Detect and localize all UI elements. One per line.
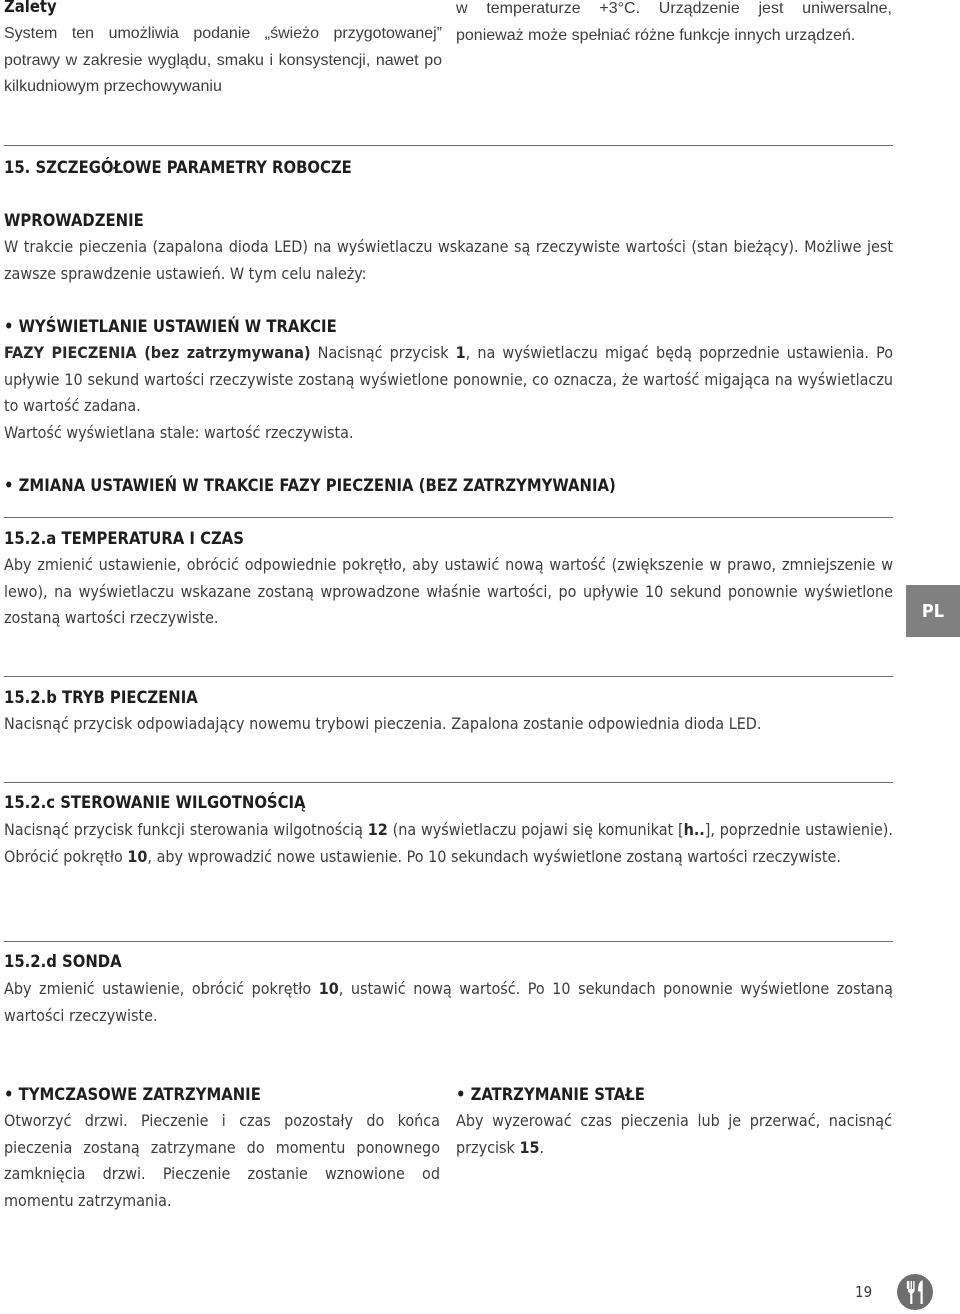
knob-10: 10 <box>318 979 339 998</box>
intro-right-text: w temperaturze +3°C. Urządzenie jest uniwersalne, ponieważ może spełniać różne funkcje innych urządzeń. <box>456 0 892 44</box>
message-h: h.. <box>683 820 705 839</box>
language-tab: PL <box>906 585 960 637</box>
stop-heading: • ZATRZYMANIE STAŁE <box>456 1085 645 1104</box>
divider <box>4 145 893 146</box>
key-15: 15 <box>519 1137 540 1157</box>
divider <box>4 941 893 942</box>
intro-right-column <box>456 0 892 49</box>
page-number: 19 <box>855 1283 873 1301</box>
pause-column <box>4 1084 440 1214</box>
cutlery-logo-icon <box>897 1274 933 1310</box>
sub-a-text: Aby zmienić ustawienie, obrócić odpowiednie pokrętło, aby ustawić nową wartość (zwiększenie w prawo, zmniejszenie w lewo), na wyświetlaczu wskazane zostaną wprowadzone właśnie wartości, po upływie 10 sekund ponownie wyświetlone zostaną wartości rzeczywiste. <box>4 555 893 628</box>
sub-d-text: Aby zmienić ustawienie, obrócić pokrętło 10, ustawić nową wartość. Po 10 sekundach ponownie wyświetlone zostaną wartości rzeczywiste. <box>4 979 893 1025</box>
divider <box>4 782 893 783</box>
sub-c-text: Nacisnąć przycisk funkcji sterowania wilgotnością 12 (na wyświetlaczu pojawi się komunikat [h..], poprzednie ustawienie). Obrócić pokrętło 10, aby wprowadzić nowe ustawienie. Po 10 sekundach wyświetlone zostaną wartości rzeczywiste. <box>4 820 893 866</box>
display-settings-heading: • WYŚWIETLANIE USTAWIEŃ W TRAKCIE <box>4 317 337 336</box>
knob-10: 10 <box>127 846 148 866</box>
change-settings-heading-text: ZMIANA USTAWIEŃ W TRAKCIE FAZY PIECZENIA (BEZ ZATRZYMYWANIA) <box>18 476 616 495</box>
intro-left-column <box>4 0 442 101</box>
divider <box>4 676 893 677</box>
stop-text: Aby wyzerować czas pieczenia lub je przerwać, nacisnąć przycisk 15. <box>456 1111 892 1157</box>
intro-title: Zalety <box>4 0 57 16</box>
sub-b-text: Nacisnąć przycisk odpowiadający nowemu trybowi pieczenia. Zapalona zostanie odpowiednia dioda LED. <box>4 714 762 733</box>
display-actual-value-text: Wartość wyświetlana stale: wartość rzeczywista. <box>4 423 354 442</box>
key-1: 1 <box>455 343 466 362</box>
section-title: 15. SZCZEGÓŁOWE PARAMETRY ROBOCZE <box>4 158 352 177</box>
sub-d-title: 15.2.d SONDA <box>4 952 122 971</box>
sub-c-title: 15.2.c STEROWANIE WILGOTNOŚCIĄ <box>4 793 306 812</box>
divider <box>4 517 893 518</box>
pause-heading: • TYMCZASOWE ZATRZYMANIE <box>4 1085 261 1104</box>
display-settings-paragraph: FAZY PIECZENIA (bez zatrzymywana) Nacisnąć przycisk 1, na wyświetlaczu migać będą poprzednie ustawienia. Po upływie 10 sekund wartości rzeczywiste zostaną wyświetlone ponownie, co oznacza, że wartość migająca na wyświetlaczu to wartość zadana. <box>4 343 894 416</box>
key-12: 12 <box>367 820 388 839</box>
stop-column <box>456 1084 892 1161</box>
pause-text: Otworzyć drzwi. Pieczenie i czas pozostały do końca pieczenia zostaną zatrzymane do momentu ponownego zamknięcia drzwi. Pieczenie zostanie wznowione od momentu zatrzymania. <box>4 1111 440 1210</box>
sub-a-title: 15.2.a TEMPERATURA I CZAS <box>4 529 244 548</box>
intro-heading: WPROWADZENIE <box>4 211 144 230</box>
display-lead: FAZY PIECZENIA (bez zatrzymywana) <box>4 343 311 362</box>
intro-paragraph: W trakcie pieczenia (zapalona dioda LED) na wyświetlaczu wskazane są rzeczywiste wartości (stan bieżący). Możliwe jest zawsze sprawdzenie ustawień. W tym celu należy: <box>4 237 893 283</box>
display-settings-heading-text: WYŚWIETLANIE USTAWIEŃ W TRAKCIE <box>18 317 337 336</box>
sub-b-title: 15.2.b TRYB PIECZENIA <box>4 688 198 707</box>
intro-left-text: System ten umożliwia podanie „świeżo przygotowanej” potrawy w zakresie wyglądu, smaku i konsystencji, nawet po kilkudniowym przechowywaniu <box>4 25 442 96</box>
change-settings-heading: • ZMIANA USTAWIEŃ W TRAKCIE FAZY PIECZENIA (BEZ ZATRZYMYWANIA) <box>4 476 616 495</box>
